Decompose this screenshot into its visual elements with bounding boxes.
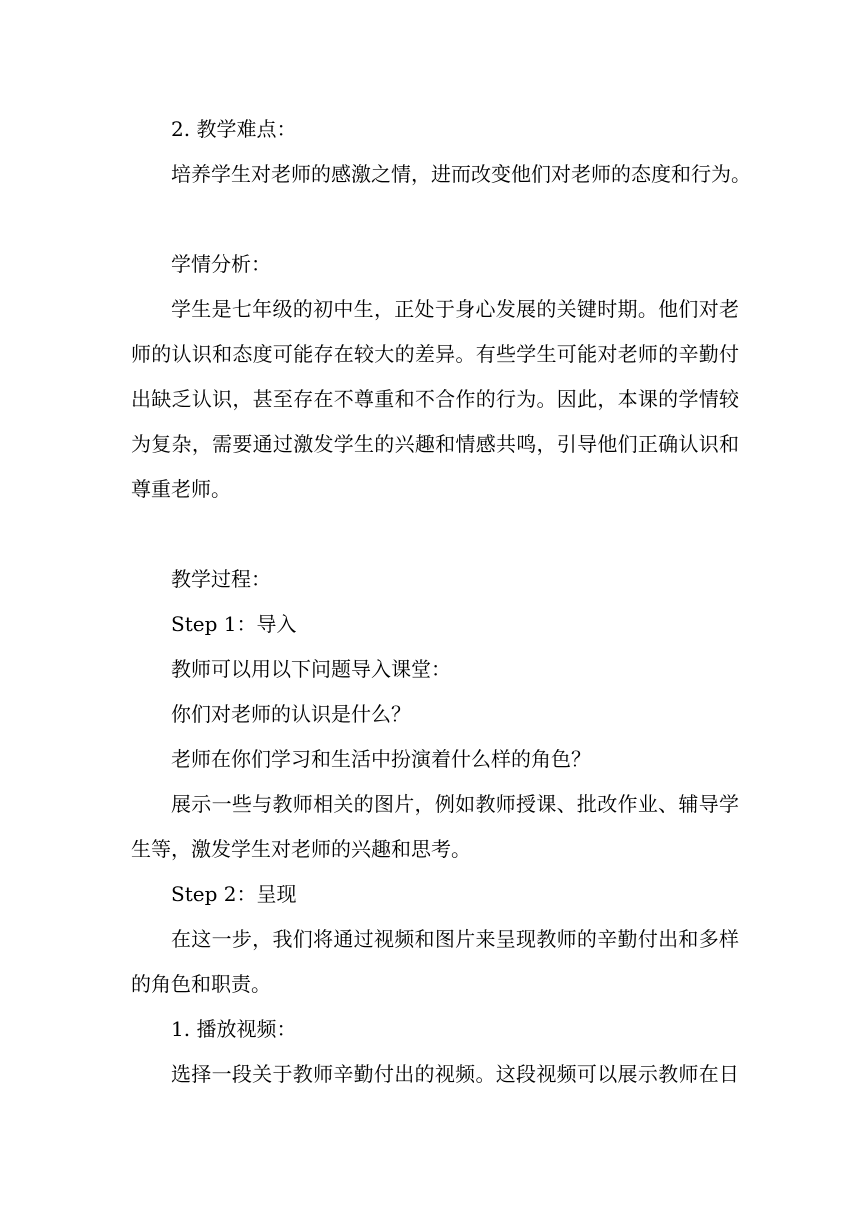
step2-line-2: 的角色和职责。: [131, 972, 271, 996]
step1-question-2: 老师在你们学习和生活中扮演着什么样的角色？: [171, 747, 591, 771]
video-text: 选择一段关于教师辛勤付出的视频。这段视频可以展示教师在日: [171, 1062, 739, 1086]
step2-line-1: 在这一步，我们将通过视频和图片来呈现教师的辛勤付出和多样: [171, 927, 739, 951]
video-heading: 1. 播放视频：: [171, 1017, 297, 1041]
analysis-line-1: 学生是七年级的初中生，正处于身心发展的关键时期。他们对老: [171, 297, 739, 321]
analysis-line-3: 出缺乏认识，甚至存在不尊重和不合作的行为。因此，本课的学情较: [131, 387, 739, 411]
difficulty-text: 培养学生对老师的感激之情，进而改变他们对老师的态度和行为。: [171, 162, 751, 186]
analysis-line-4: 为复杂，需要通过激发学生的兴趣和情感共鸣，引导他们正确认识和: [131, 432, 739, 456]
step1-question-1: 你们对老师的认识是什么？: [171, 702, 411, 726]
step1-heading: Step 1：导入: [171, 612, 297, 636]
analysis-line-5: 尊重老师。: [131, 477, 231, 501]
step1-show-line-2: 生等，激发学生对老师的兴趣和思考。: [131, 837, 471, 861]
difficulty-heading: 2. 教学难点：: [171, 117, 297, 141]
step2-heading: Step 2：呈现: [171, 882, 297, 906]
step1-intro: 教师可以用以下问题导入课堂：: [171, 657, 451, 681]
process-heading: 教学过程：: [171, 567, 271, 591]
analysis-line-2: 师的认识和态度可能存在较大的差异。有些学生可能对老师的辛勤付: [131, 342, 739, 366]
step1-show-line-1: 展示一些与教师相关的图片，例如教师授课、批改作业、辅导学: [171, 792, 739, 816]
analysis-heading: 学情分析：: [171, 252, 271, 276]
